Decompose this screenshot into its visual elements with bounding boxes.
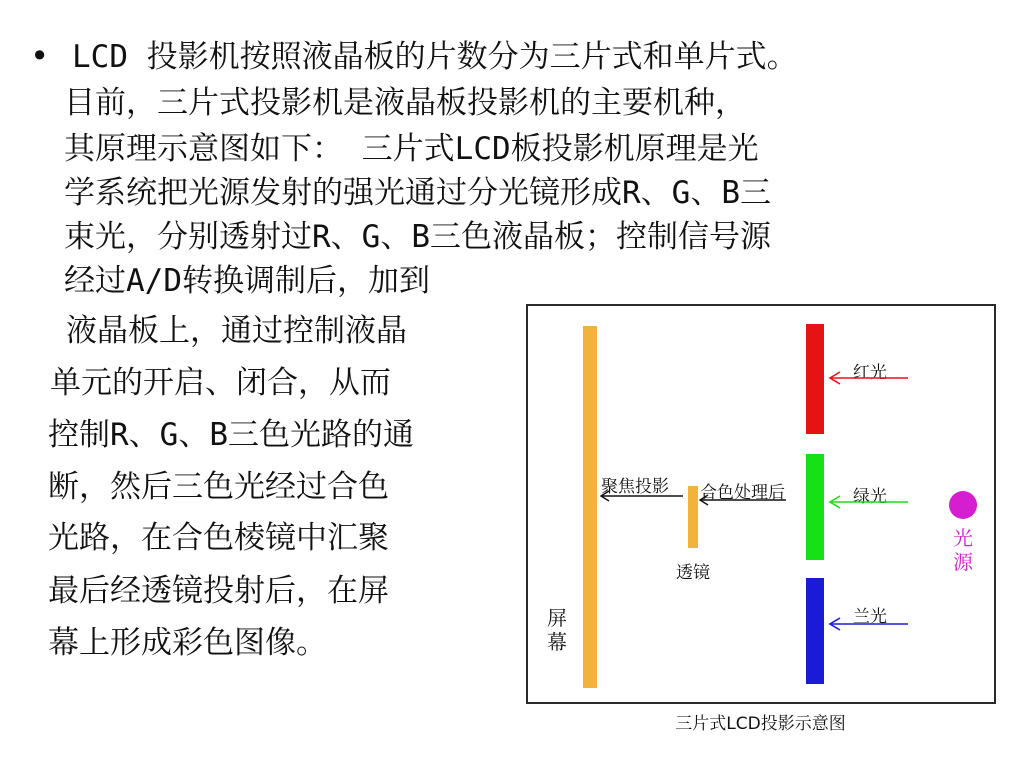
green-light-label: 绿光 [853,487,887,507]
diagram-frame [526,304,996,704]
text-line-4: 学系统把光源发射的强光通过分光镜形成R、G、B三 [64,175,771,211]
diagram-caption: 三片式LCD投影示意图 [675,714,846,734]
text-line-12: 最后经透镜投射后，在屏 [48,573,389,609]
red-light-label: 红光 [853,363,887,383]
text-line-10: 断，然后三色光经过合色 [48,469,389,505]
text-line-7: 液晶板上，通过控制液晶 [66,313,407,349]
bullet-point: • [30,37,50,75]
text-line-1: LCD 投影机按照液晶板的片数分为三片式和单片式。 [72,39,798,75]
text-line-11: 光路，在合色棱镜中汇聚 [48,520,389,556]
blue-light-label: 兰光 [853,607,887,627]
screen-label: 屏幕 [547,606,567,654]
text-line-5: 束光，分别透射过R、G、B三色液晶板；控制信号源 [64,219,771,255]
light-source-label: 光源 [953,526,973,574]
text-line-8: 单元的开启、闭合，从而 [50,365,391,401]
focus-arrow [601,491,683,501]
text-line-6: 经过A/D转换调制后，加到 [64,263,430,299]
text-line-9: 控制R、G、B三色光路的通 [48,417,414,453]
text-line-2: 目前，三片式投影机是液晶板投影机的主要机种， [64,85,746,121]
lcd-projection-diagram [521,299,1000,744]
lens-label: 透镜 [676,563,710,583]
combined-arrow [700,495,786,505]
green-arrow [830,496,908,508]
red-arrow [830,372,908,384]
focus-projection-label: 聚焦投影 [601,477,669,497]
blue-arrow [830,618,908,630]
diagram-arrows [528,306,998,706]
combined-label: 合色处理后 [700,483,785,503]
text-line-13: 幕上形成彩色图像。 [48,625,327,661]
text-line-3: 其原理示意图如下： 三片式LCD板投影机原理是光 [64,131,759,167]
